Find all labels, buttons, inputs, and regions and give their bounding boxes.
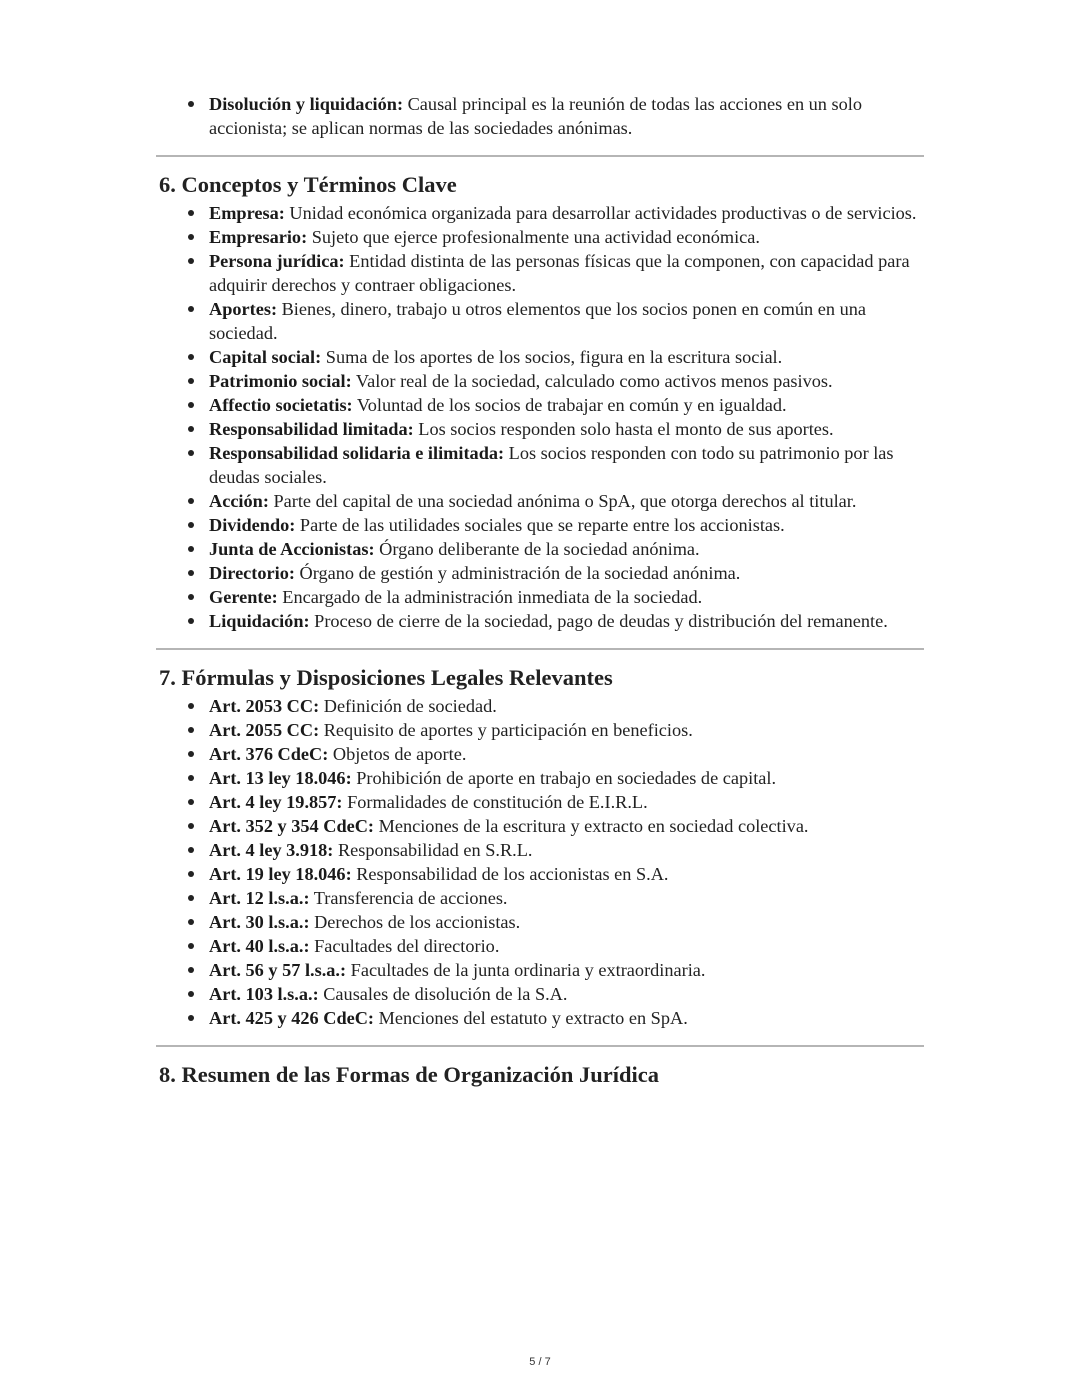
list-item-term: Patrimonio social: [209, 371, 352, 391]
list-item-term: Capital social: [209, 347, 322, 367]
list-item-text: Prohibición de aporte en trabajo en sociedades de capital. [351, 768, 777, 788]
list-item-term: Disolución y liquidación: [209, 94, 404, 114]
list-item [209, 958, 925, 982]
divider [156, 648, 924, 650]
list-item-text: Bienes, dinero, trabajo u otros elementos que los socios ponen en común en una sociedad. [209, 299, 866, 343]
list-item-text: Causales de disolución de la S.A. [318, 984, 568, 1004]
list-item-text: Responsabilidad en S.R.L. [333, 840, 533, 860]
list-item [209, 561, 925, 585]
list-item-text: Parte del capital de una sociedad anónima o SpA, que otorga derechos al titular. [268, 491, 857, 511]
list-item-text: Los socios responden solo hasta el monto de sus aportes. [413, 419, 834, 439]
list-item [209, 489, 925, 513]
list-item [209, 201, 925, 225]
intro-list [156, 92, 924, 140]
list-item-text: Valor real de la sociedad, calculado como activos menos pasivos. [351, 371, 833, 391]
list-item-text: Menciones de la escritura y extracto en sociedad colectiva. [374, 816, 809, 836]
list-item-term: Art. 376 CdeC: [209, 744, 329, 764]
list-item-text: Suma de los aportes de los socios, figura en la escritura social. [321, 347, 783, 367]
list-item-term: Art. 4 ley 3.918: [209, 840, 334, 860]
list-item-term: Art. 56 y 57 l.s.a.: [209, 960, 347, 980]
list-item-term: Art. 40 l.s.a.: [209, 936, 310, 956]
list-item-text: Parte de las utilidades sociales que se reparte entre los accionistas. [295, 515, 785, 535]
list-item-term: Art. 425 y 426 CdeC: [209, 1008, 375, 1028]
list-item-term: Art. 103 l.s.a.: [209, 984, 319, 1004]
list-item [209, 862, 925, 886]
list-item [209, 910, 925, 934]
list-item-text: Encargado de la administración inmediata de la sociedad. [277, 587, 703, 607]
list-item-text: Unidad económica organizada para desarrollar actividades productivas o de servicios. [284, 203, 917, 223]
section-8-heading: 8. Resumen de las Formas de Organización Jurídica [159, 1062, 659, 1087]
list-item-term: Art. 13 ley 18.046: [209, 768, 352, 788]
list-item [209, 249, 925, 297]
list-item-term: Art. 2055 CC: [209, 720, 320, 740]
list-item-term: Art. 352 y 354 CdeC: [209, 816, 375, 836]
list-item-text: Voluntad de los socios de trabajar en común y en igualdad. [352, 395, 787, 415]
list-item [209, 694, 925, 718]
list-item-text: Formalidades de constitución de E.I.R.L. [342, 792, 648, 812]
list-item-term: Persona jurídica: [209, 251, 345, 271]
list-item [209, 393, 925, 417]
list-item-text: Derechos de los accionistas. [309, 912, 521, 932]
list-item-term: Dividendo: [209, 515, 296, 535]
list-item-term: Art. 2053 CC: [209, 696, 320, 716]
section-6-heading: 6. Conceptos y Términos Clave [159, 172, 457, 197]
list-item-term: Empresario: [209, 227, 308, 247]
list-item-term: Art. 12 l.s.a.: [209, 888, 310, 908]
list-item-term: Responsabilidad limitada: [209, 419, 414, 439]
list-item [209, 718, 925, 742]
section-7-list [156, 694, 924, 1030]
list-item-term: Junta de Accionistas: [209, 539, 375, 559]
list-item-term: Art. 4 ley 19.857: [209, 792, 343, 812]
list-item-term: Gerente: [209, 587, 278, 607]
list-item-text: Causal principal es la reunión de todas las acciones en un solo accionista; se aplican normas de las sociedades anónimas. [209, 94, 862, 138]
divider [156, 1045, 924, 1047]
list-item [209, 537, 925, 561]
list-item-term: Empresa: [209, 203, 285, 223]
list-item-term: Directorio: [209, 563, 295, 583]
list-item-text: Objetos de aporte. [328, 744, 467, 764]
list-item-text: Órgano deliberante de la sociedad anónima. [374, 539, 700, 559]
list-item-term: Responsabilidad solidaria e ilimitada: [209, 443, 505, 463]
list-item-text: Entidad distinta de las personas físicas que la componen, con capacidad para adquirir derechos y contraer obligaciones. [209, 251, 910, 295]
list-item-text: Facultades de la junta ordinaria y extraordinaria. [346, 960, 706, 980]
list-item-term: Liquidación: [209, 611, 310, 631]
divider [156, 155, 924, 157]
list-item [209, 513, 925, 537]
list-item [209, 982, 925, 1006]
list-item [209, 369, 925, 393]
list-item [209, 417, 925, 441]
list-item [209, 297, 925, 345]
list-item [209, 345, 925, 369]
list-item [209, 441, 925, 489]
list-item [209, 934, 925, 958]
document-content [156, 92, 924, 1091]
list-item-term: Aportes: [209, 299, 278, 319]
list-item [209, 838, 925, 862]
list-item-term: Affectio societatis: [209, 395, 353, 415]
list-item [209, 766, 925, 790]
list-item-term: Art. 19 ley 18.046: [209, 864, 352, 884]
list-item-text: Requisito de aportes y participación en beneficios. [319, 720, 693, 740]
list-item [209, 742, 925, 766]
list-item [209, 814, 925, 838]
list-item-text: Transferencia de acciones. [309, 888, 508, 908]
list-item-text: Sujeto que ejerce profesionalmente una actividad económica. [307, 227, 760, 247]
section-7-heading: 7. Fórmulas y Disposiciones Legales Relevantes [159, 665, 613, 690]
list-item [209, 886, 925, 910]
section-6-list [156, 201, 924, 633]
page-number: 5 / 7 [529, 1356, 551, 1368]
list-item-text: Órgano de gestión y administración de la sociedad anónima. [294, 563, 741, 583]
list-item [209, 225, 925, 249]
list-item [209, 609, 925, 633]
list-item [209, 1006, 925, 1030]
list-item-text: Facultades del directorio. [309, 936, 500, 956]
list-item [209, 92, 925, 140]
list-item-text: Los socios responden con todo su patrimonio por las deudas sociales. [209, 443, 894, 487]
list-item-text: Menciones del estatuto y extracto en SpA. [374, 1008, 688, 1028]
list-item-term: Acción: [209, 491, 269, 511]
list-item-term: Art. 30 l.s.a.: [209, 912, 310, 932]
list-item-text: Definición de sociedad. [319, 696, 497, 716]
list-item-text: Proceso de cierre de la sociedad, pago de deudas y distribución del remanente. [309, 611, 888, 631]
list-item [209, 790, 925, 814]
list-item [209, 585, 925, 609]
list-item-text: Responsabilidad de los accionistas en S.A. [351, 864, 669, 884]
